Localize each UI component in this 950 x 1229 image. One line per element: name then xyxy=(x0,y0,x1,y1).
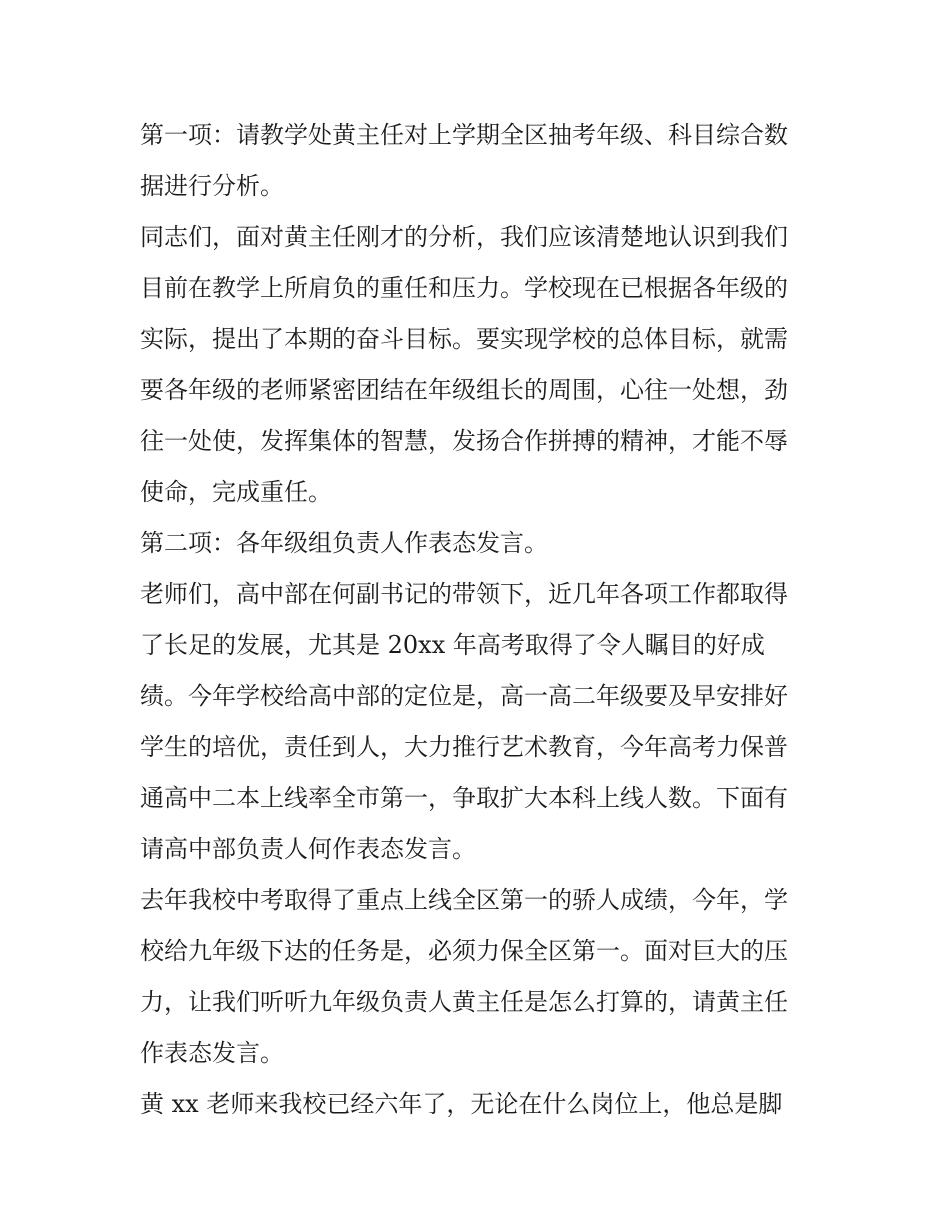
text-line: 请高中部负责人何作表态发言。 xyxy=(140,835,476,863)
text-line: 了长足的发展，尤其是 20xx 年高考取得了令人瞩目的好成 xyxy=(140,631,765,659)
text-line: 使命，完成重任。 xyxy=(140,478,332,506)
text-line: 同志们，面对黄主任刚才的分析，我们应该清楚地认识到我们 xyxy=(140,223,788,251)
text-line: 据进行分析。 xyxy=(140,172,284,200)
text-line: 学生的培优，责任到人，大力推行艺术教育，今年高考力保普 xyxy=(140,733,788,761)
text-line: 黄 xx 老师来我校已经六年了，无论在什么岗位上，他总是脚 xyxy=(140,1090,783,1118)
text-line: 绩。今年学校给高中部的定位是，高一高二年级要及早安排好 xyxy=(140,682,788,710)
text-line: 第二项：各年级组负责人作表态发言。 xyxy=(140,529,548,557)
text-line: 往一处使，发挥集体的智慧，发扬合作拼搏的精神，才能不辱 xyxy=(140,427,788,455)
text-line: 力，让我们听听九年级负责人黄主任是怎么打算的，请黄主任 xyxy=(140,988,788,1016)
document-body xyxy=(140,110,812,1130)
text-line: 通高中二本上线率全市第一，争取扩大本科上线人数。下面有 xyxy=(140,784,788,812)
text-line: 去年我校中考取得了重点上线全区第一的骄人成绩，今年，学 xyxy=(140,886,788,914)
text-line: 老师们，高中部在何副书记的带领下，近几年各项工作都取得 xyxy=(140,580,788,608)
text-line: 实际，提出了本期的奋斗目标。要实现学校的总体目标，就需 xyxy=(140,325,788,353)
text-line: 第一项：请教学处黄主任对上学期全区抽考年级、科目综合数 xyxy=(140,121,788,149)
text-line: 要各年级的老师紧密团结在年级组长的周围，心往一处想，劲 xyxy=(140,376,788,404)
text-line: 作表态发言。 xyxy=(140,1039,284,1067)
text-line: 目前在教学上所肩负的重任和压力。学校现在已根据各年级的 xyxy=(140,274,788,302)
text-line: 校给九年级下达的任务是，必须力保全区第一。面对巨大的压 xyxy=(140,937,788,965)
